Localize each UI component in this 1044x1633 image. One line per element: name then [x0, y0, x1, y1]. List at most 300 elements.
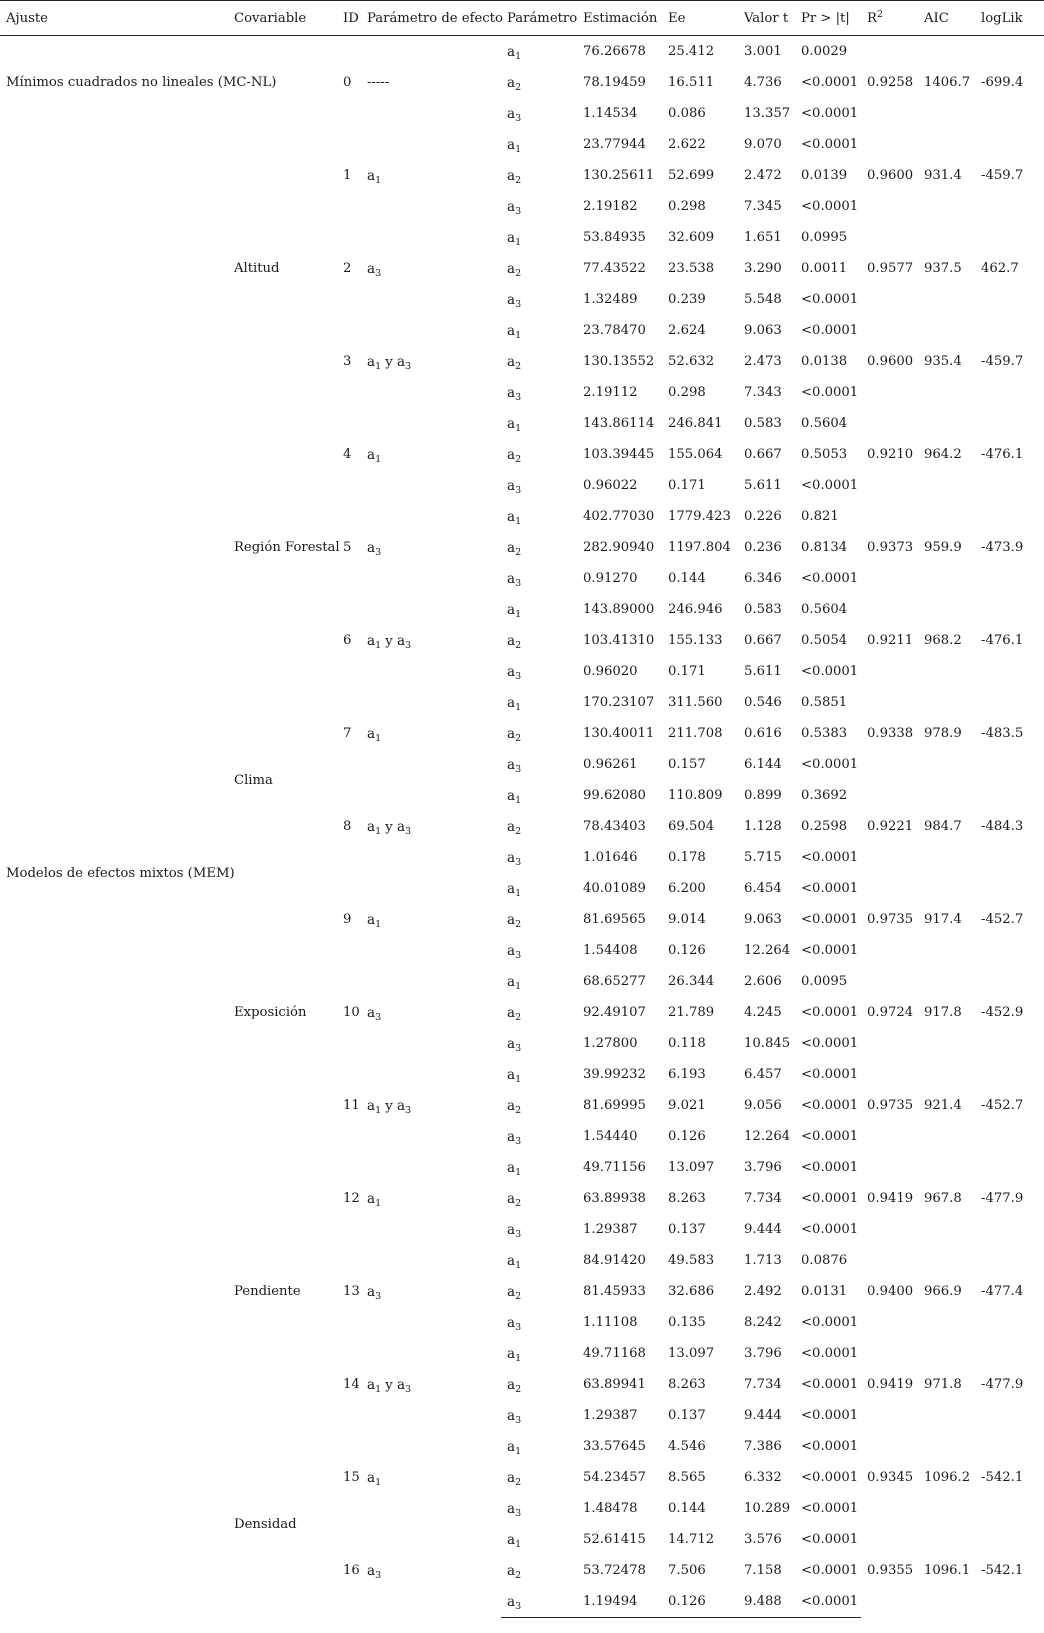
cell-pr: <0.0001	[801, 385, 859, 400]
cell-pr: <0.0001	[801, 943, 859, 958]
cell-parametro-efecto: $a_1$	[367, 725, 382, 744]
cell-valor-t: 6.144	[744, 757, 782, 772]
cell-valor-t: 2.606	[744, 974, 782, 989]
cell-ee: 8.263	[668, 1377, 706, 1392]
cell-estimacion: 1.54440	[583, 1129, 638, 1144]
cell-estimacion: 1.54408	[583, 943, 638, 958]
cell-pr: <0.0001	[801, 1315, 859, 1330]
cell-valor-t: 1.128	[744, 819, 782, 834]
cell-valor-t: 3.290	[744, 261, 782, 276]
cell-ee: 0.126	[668, 1129, 706, 1144]
cell-parametro: $a_1$	[507, 880, 522, 899]
cell-ee: 0.126	[662, 1586, 738, 1618]
cell-valor-t: 9.488	[738, 1586, 795, 1618]
cell-id: 15	[343, 1470, 360, 1485]
cell-valor-t: 7.343	[744, 385, 782, 400]
cell-id: 8	[343, 819, 352, 834]
cell-estimacion: 23.77944	[583, 137, 646, 152]
header-r2-sup: 2	[876, 8, 883, 20]
cell-parametro-efecto: $a_1$	[367, 446, 382, 465]
cell-valor-t: 0.236	[744, 540, 782, 555]
cell-estimacion: 53.84935	[583, 230, 646, 245]
cell-valor-t: 4.245	[744, 1005, 782, 1020]
header-r2-base: R	[867, 10, 877, 26]
cell-parametro: $a_3$	[507, 942, 522, 961]
cell-aic: 984.7	[924, 819, 962, 834]
cell-pr: <0.0001	[801, 1036, 859, 1051]
cell-estimacion: 1.11108	[583, 1315, 638, 1330]
cell-ee: 69.504	[668, 819, 715, 834]
cell-estimacion: 52.61415	[583, 1532, 646, 1547]
cell-parametro-efecto: $a_1$ y $a_3$	[367, 353, 412, 372]
cell-valor-t: 5.611	[744, 664, 782, 679]
cell-ee: 32.686	[668, 1284, 715, 1299]
cell-loglik: -473.9	[981, 540, 1024, 555]
cell-parametro-efecto: $a_3$	[367, 260, 382, 279]
header-parametro-efecto: Parámetro de efecto	[361, 1, 501, 36]
cell-aic: 964.2	[924, 447, 962, 462]
cell-ee: 6.193	[668, 1067, 706, 1082]
cell-covariable	[228, 315, 337, 408]
cell-parametro: $a_1$	[507, 1159, 522, 1178]
cell-ee: 4.546	[668, 1439, 706, 1454]
cell-valor-t: 10.289	[744, 1501, 791, 1516]
cell-pr: 0.0876	[801, 1253, 848, 1268]
cell-estimacion: 68.65277	[583, 974, 646, 989]
cell-parametro-efecto: $a_1$ y $a_3$	[367, 818, 412, 837]
cell-pr: <0.0001	[801, 664, 859, 679]
cell-ee: 2.624	[668, 323, 706, 338]
cell-pr: 0.5383	[801, 726, 848, 741]
cell-valor-t: 9.063	[744, 323, 782, 338]
cell-r2: 0.9355	[867, 1563, 914, 1579]
cell-loglik: -477.9	[981, 1377, 1024, 1392]
cell-parametro: $a_3$	[507, 1128, 522, 1147]
cell-parametro: $a_3$	[507, 105, 522, 124]
cell-ee: 246.946	[668, 602, 723, 617]
cell-pr: 0.5851	[801, 695, 848, 710]
cell-ee: 52.632	[668, 354, 715, 369]
cell-aic: 935.4	[924, 354, 962, 369]
cell-loglik: -476.1	[981, 633, 1024, 648]
cell-loglik: -542.1	[981, 1470, 1024, 1485]
cell-ee: 9.021	[668, 1098, 706, 1113]
cell-parametro: $a_2$	[507, 1376, 522, 1395]
cell-parametro-efecto: $a_3$	[367, 539, 382, 558]
cell-covariable	[228, 873, 337, 966]
cell-estimacion: 0.96020	[583, 664, 638, 679]
cell-estimacion: 1.27800	[583, 1036, 638, 1051]
cell-estimacion: 40.01089	[583, 881, 646, 896]
cell-covariable: Región Forestal	[234, 540, 340, 555]
cell-estimacion: 103.41310	[583, 633, 655, 648]
cell-r2: 0.9211	[867, 633, 914, 648]
header-aic: AIC	[918, 1, 975, 36]
cell-id: 5	[343, 540, 352, 555]
cell-parametro: $a_1$	[507, 601, 522, 620]
cell-pr: 0.5604	[801, 416, 848, 431]
cell-aic: 967.8	[924, 1191, 962, 1206]
cell-ee: 1197.804	[668, 540, 731, 555]
cell-parametro: $a_2$	[507, 632, 522, 651]
cell-r2: 0.9600	[867, 168, 914, 183]
cell-pr: <0.0001	[801, 1532, 859, 1547]
cell-valor-t: 8.242	[744, 1315, 782, 1330]
table-body	[0, 36, 1044, 1618]
cell-estimacion: 81.69565	[583, 912, 646, 927]
cell-estimacion: 143.89000	[583, 602, 655, 617]
cell-pr: <0.0001	[801, 1439, 859, 1454]
cell-id: 2	[343, 261, 352, 276]
cell-parametro: $a_1$	[507, 973, 522, 992]
cell-aic: 1096.1	[924, 1563, 971, 1579]
cell-pr: 0.0131	[801, 1284, 848, 1299]
cell-r2: 0.9735	[867, 912, 914, 927]
cell-ee: 0.118	[668, 1036, 706, 1051]
cell-ee: 49.583	[668, 1253, 715, 1268]
cell-loglik: -483.5	[981, 726, 1024, 741]
cell-parametro-efecto: $a_1$ y $a_3$	[367, 632, 412, 651]
cell-loglik: -452.9	[981, 1005, 1024, 1020]
cell-aic: 971.8	[924, 1377, 962, 1392]
cell-id: 12	[343, 1191, 360, 1206]
cell-valor-t: 6.457	[744, 1067, 782, 1082]
cell-valor-t: 6.454	[744, 881, 782, 896]
cell-r2: 0.9258	[867, 75, 914, 90]
cell-id: 13	[343, 1284, 360, 1299]
cell-covariable: Pendiente	[234, 1284, 301, 1299]
cell-parametro: $a_1$	[507, 136, 522, 155]
cell-parametro: $a_3$	[507, 384, 522, 403]
cell-r2: 0.9400	[867, 1284, 914, 1299]
cell-parametro: $a_3$	[507, 1035, 522, 1054]
cell-parametro: $a_3$	[507, 198, 522, 217]
cell-pr: 0.0995	[801, 230, 848, 245]
header-r2	[861, 1, 918, 36]
cell-estimacion: 130.40011	[583, 726, 655, 741]
header-parametro: Parámetro	[501, 1, 577, 36]
cell-pr: <0.0001	[801, 850, 859, 865]
cell-estimacion: 1.48478	[583, 1501, 638, 1516]
cell-parametro: $a_2$	[507, 74, 522, 93]
cell-estimacion: 39.99232	[583, 1067, 646, 1082]
cell-parametro: $a_2$	[507, 446, 522, 465]
cell-pr: 0.0139	[801, 168, 848, 183]
cell-covariable	[228, 1338, 337, 1431]
cell-r2: 0.9724	[867, 1005, 914, 1020]
cell-valor-t: 9.056	[744, 1098, 782, 1113]
cell-parametro: $a_2$	[507, 539, 522, 558]
cell-estimacion: 1.32489	[583, 292, 638, 307]
cell-loglik: -542.1	[981, 1563, 1024, 1579]
cell-estimacion: 1.29387	[583, 1222, 638, 1237]
cell-parametro: $a_1$	[507, 787, 522, 806]
cell-valor-t: 3.796	[744, 1346, 782, 1361]
cell-r2: 0.9345	[867, 1470, 914, 1485]
cell-pr: <0.0001	[801, 1160, 859, 1175]
cell-pr: <0.0001	[801, 292, 859, 307]
cell-r2: 0.9419	[867, 1191, 914, 1206]
cell-parametro: $a_3$	[507, 570, 522, 589]
cell-estimacion: 49.71156	[583, 1160, 646, 1175]
cell-parametro-efecto: $a_1$	[367, 911, 382, 930]
cell-pr: <0.0001	[801, 1191, 859, 1206]
cell-ee: 8.263	[668, 1191, 706, 1206]
cell-ee: 0.137	[668, 1408, 706, 1423]
cell-ee: 26.344	[668, 974, 715, 989]
cell-valor-t: 9.444	[744, 1222, 782, 1237]
cell-aic: 959.9	[924, 540, 962, 555]
cell-valor-t: 9.063	[744, 912, 782, 927]
cell-valor-t: 6.346	[744, 571, 782, 586]
cell-ee: 25.412	[668, 44, 715, 59]
cell-ajuste: Mínimos cuadrados no lineales (MC-NL)	[6, 75, 277, 90]
cell-valor-t: 12.264	[744, 1129, 791, 1144]
cell-ee: 0.126	[668, 943, 706, 958]
cell-valor-t: 13.357	[744, 106, 791, 121]
cell-aic: 978.9	[924, 726, 962, 741]
cell-pr: <0.0001	[801, 757, 859, 772]
cell-estimacion: 2.19182	[583, 199, 638, 214]
cell-estimacion: 81.45933	[583, 1284, 646, 1299]
cell-parametro-efecto: $a_1$ y $a_3$	[367, 1097, 412, 1116]
cell-valor-t: 7.734	[744, 1191, 782, 1206]
cell-valor-t: 0.667	[744, 447, 782, 462]
cell-ee: 0.298	[668, 385, 706, 400]
cell-parametro-efecto: $a_3$	[367, 1283, 382, 1302]
cell-r2: 0.9210	[867, 447, 914, 462]
cell-id: 3	[343, 354, 352, 369]
cell-estimacion: 130.13552	[583, 354, 655, 369]
cell-pr: <0.0001	[801, 571, 859, 586]
cell-valor-t: 7.158	[744, 1563, 782, 1578]
cell-ee: 0.086	[668, 106, 706, 121]
cell-parametro: $a_3$	[507, 1407, 522, 1426]
cell-valor-t: 1.713	[744, 1253, 782, 1268]
cell-parametro: $a_1$	[507, 1252, 522, 1271]
cell-r2: 0.9221	[867, 819, 914, 834]
cell-valor-t: 12.264	[744, 943, 791, 958]
cell-id: 10	[343, 1005, 360, 1020]
cell-valor-t: 5.611	[744, 478, 782, 493]
cell-estimacion: 53.72478	[583, 1563, 646, 1578]
cell-estimacion: 103.39445	[583, 447, 655, 462]
cell-pr: <0.0001	[801, 881, 859, 896]
cell-estimacion: 54.23457	[583, 1470, 646, 1485]
cell-loglik: -484.3	[981, 819, 1024, 834]
cell-id: 6	[343, 633, 352, 648]
cell-id: 9	[343, 912, 352, 927]
cell-estimacion: 282.90940	[583, 540, 655, 555]
cell-ee: 8.565	[668, 1470, 706, 1485]
cell-pr: <0.0001	[801, 75, 859, 90]
cell-estimacion: 1.14534	[583, 106, 638, 121]
cell-pr: <0.0001	[801, 1005, 859, 1020]
cell-valor-t: 0.899	[744, 788, 782, 803]
cell-pr: <0.0001	[801, 1563, 859, 1578]
cell-pr: 0.0011	[801, 261, 848, 276]
cell-estimacion: 0.96261	[583, 757, 638, 772]
cell-estimacion: 99.62080	[583, 788, 646, 803]
cell-parametro-efecto: $a_1$	[367, 1469, 382, 1488]
cell-parametro: $a_3$	[507, 1314, 522, 1333]
cell-covariable	[228, 594, 337, 687]
cell-parametro: $a_2$	[507, 818, 522, 837]
cell-valor-t: 7.734	[744, 1377, 782, 1392]
cell-valor-t: 2.473	[744, 354, 782, 369]
cell-valor-t: 3.576	[744, 1532, 782, 1547]
cell-ee: 23.538	[668, 261, 715, 276]
header-covariable: Covariable	[228, 1, 337, 36]
cell-pr: <0.0001	[801, 478, 859, 493]
cell-loglik: -452.7	[981, 912, 1024, 927]
cell-estimacion: 84.91420	[583, 1253, 646, 1268]
cell-parametro: $a_2$	[507, 1190, 522, 1209]
cell-covariable	[228, 1152, 337, 1245]
cell-ee: 211.708	[668, 726, 723, 741]
cell-estimacion: 81.69995	[583, 1098, 646, 1113]
cell-id: 1	[343, 168, 352, 183]
cell-valor-t: 0.546	[744, 695, 782, 710]
cell-parametro: $a_1$	[507, 229, 522, 248]
cell-parametro: $a_3$	[507, 663, 522, 682]
cell-parametro: $a_2$	[507, 725, 522, 744]
cell-covariable: Exposición	[234, 1005, 307, 1020]
cell-estimacion: 2.19112	[583, 385, 638, 400]
cell-parametro: $a_3$	[507, 477, 522, 496]
cell-valor-t: 0.616	[744, 726, 782, 741]
cell-pr: <0.0001	[801, 1129, 859, 1144]
cell-r2: 0.9735	[867, 1098, 914, 1113]
cell-covariable	[228, 408, 337, 501]
header-pr: Pr > |t|	[795, 1, 861, 36]
cell-estimacion: 130.25611	[583, 168, 655, 183]
cell-ee: 246.841	[668, 416, 723, 431]
cell-valor-t: 0.667	[744, 633, 782, 648]
cell-id: 14	[343, 1377, 360, 1392]
cell-estimacion: 402.77030	[583, 509, 655, 524]
cell-parametro: $a_2$	[507, 1283, 522, 1302]
cell-r2: 0.9577	[867, 261, 914, 276]
cell-pr: 0.0138	[801, 354, 848, 369]
cell-estimacion: 170.23107	[583, 695, 655, 710]
cell-ee: 1779.423	[668, 509, 731, 524]
cell-parametro: $a_1$	[507, 694, 522, 713]
cell-valor-t: 2.472	[744, 168, 782, 183]
cell-id: 7	[343, 726, 352, 741]
header-estimacion: Estimación	[577, 1, 662, 36]
cell-valor-t: 9.444	[744, 1408, 782, 1423]
cell-ee: 13.097	[668, 1160, 715, 1175]
cell-parametro: $a_1$	[507, 322, 522, 341]
cell-parametro: $a_3$	[507, 849, 522, 868]
cell-aic: 1096.2	[924, 1470, 971, 1485]
cell-valor-t: 0.583	[744, 602, 782, 617]
cell-valor-t: 0.583	[744, 416, 782, 431]
cell-covariable	[228, 1059, 337, 1152]
cell-ee: 13.097	[668, 1346, 715, 1361]
cell-parametro-efecto: $a_1$ y $a_3$	[367, 1376, 412, 1395]
cell-ee: 0.144	[668, 571, 706, 586]
cell-pr: <0.0001	[801, 137, 859, 152]
cell-estimacion: 78.43403	[583, 819, 646, 834]
cell-id: 4	[343, 447, 352, 462]
cell-ee: 9.014	[668, 912, 706, 927]
cell-ee: 2.622	[668, 137, 706, 152]
cell-parametro: $a_1$	[507, 415, 522, 434]
cell-aic: 917.4	[924, 912, 962, 927]
header-id: ID	[337, 1, 361, 36]
cell-parametro: $a_2$	[507, 1562, 522, 1581]
cell-ee: 155.064	[668, 447, 723, 462]
cell-pr: 0.5053	[801, 447, 848, 462]
cell-valor-t: 3.796	[744, 1160, 782, 1175]
cell-aic: 937.5	[924, 261, 962, 276]
cell-valor-t: 1.651	[744, 230, 782, 245]
cell-ee: 16.511	[668, 75, 715, 90]
cell-pr: 0.8134	[801, 540, 848, 555]
header-valor-t: Valor t	[738, 1, 795, 36]
cell-ee: 311.560	[668, 695, 723, 710]
cell-parametro: $a_3$	[507, 291, 522, 310]
cell-ee: 52.699	[668, 168, 715, 183]
cell-aic: 931.4	[924, 168, 962, 183]
cell-valor-t: 10.845	[744, 1036, 791, 1051]
cell-ee: 0.171	[668, 664, 706, 679]
cell-estimacion: 23.78470	[583, 323, 646, 338]
cell-aic: 917.8	[924, 1005, 962, 1020]
cell-parametro: $a_1$	[507, 1531, 522, 1550]
cell-aic: 921.4	[924, 1098, 962, 1113]
cell-pr: 0.821	[801, 509, 839, 524]
cell-ee: 0.298	[668, 199, 706, 214]
cell-ee: 7.506	[668, 1563, 706, 1578]
cell-r2: 0.9600	[867, 354, 914, 369]
cell-parametro: $a_2$	[507, 1097, 522, 1116]
cell-valor-t: 5.715	[744, 850, 782, 865]
cell-covariable: Clima	[234, 772, 273, 788]
cell-parametro: $a_2$	[507, 1004, 522, 1023]
cell-parametro: $a_1$	[507, 1345, 522, 1364]
cell-r2: 0.9373	[867, 540, 914, 555]
cell-ee: 21.789	[668, 1005, 715, 1020]
cell-parametro: $a_2$	[507, 1469, 522, 1488]
cell-pr: <0.0001	[801, 323, 859, 338]
cell-valor-t: 5.548	[744, 292, 782, 307]
cell-parametro-efecto: $a_3$	[367, 1004, 382, 1023]
cell-pr: <0.0001	[801, 106, 859, 121]
cell-pr: <0.0001	[801, 1377, 859, 1392]
cell-pr: <0.0001	[801, 1346, 859, 1361]
cell-ee: 6.200	[668, 881, 706, 896]
cell-valor-t: 3.001	[744, 44, 782, 59]
cell-parametro: $a_2$	[507, 353, 522, 372]
cell-covariable: Altitud	[234, 261, 280, 276]
cell-pr: <0.0001	[801, 1408, 859, 1423]
cell-parametro: $a_1$	[507, 1066, 522, 1085]
cell-ajuste: Modelos de efectos mixtos (MEM)	[6, 865, 235, 881]
cell-valor-t: 7.345	[744, 199, 782, 214]
header-ajuste: Ajuste	[0, 1, 228, 36]
cell-loglik: -477.4	[981, 1284, 1024, 1299]
cell-parametro: $a_1$	[507, 508, 522, 527]
cell-pr: <0.0001	[801, 1222, 859, 1237]
header-row	[0, 1, 1044, 36]
cell-estimacion: 0.91270	[583, 571, 638, 586]
cell-pr: 0.5604	[801, 602, 848, 617]
cell-valor-t: 6.332	[744, 1470, 782, 1485]
cell-ee: 0.178	[668, 850, 706, 865]
